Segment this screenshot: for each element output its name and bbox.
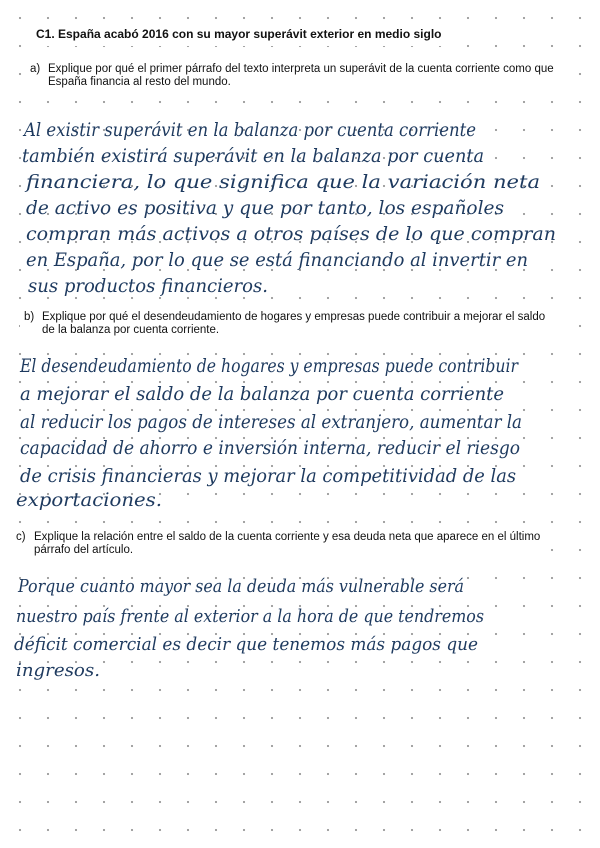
question-text: Explique la relación entre el saldo de la cuenta corriente y esa deuda neta que aparece en el último párrafo del artículo. <box>34 531 541 556</box>
answer-line: ingresos. <box>16 660 100 681</box>
answer-line: en España, por lo que se está financiando al invertir en <box>26 249 528 271</box>
answer-a-handwriting <box>0 112 600 302</box>
question-c <box>12 530 548 559</box>
answer-line: al reducir los pagos de intereses al extranjero, aumentar la <box>20 411 522 433</box>
question-a <box>26 62 562 91</box>
answer-line: exportaciones. <box>16 489 162 511</box>
answer-line: compran más activos a otros países de lo que compran <box>26 223 556 245</box>
answer-line: capacidad de ahorro e inversión interna, reducir el riesgo <box>20 437 520 459</box>
answer-line: a mejorar el saldo de la balanza por cuenta corriente <box>20 383 504 405</box>
answer-line: también existirá superávit en la balanza por cuenta <box>22 145 484 167</box>
answer-c-handwriting <box>0 570 600 690</box>
answer-line: déficit comercial es decir que tenemos más pagos que <box>14 634 478 655</box>
answer-line: sus productos financieros. <box>28 275 268 297</box>
question-letter: b) <box>24 311 35 323</box>
answer-b-handwriting <box>0 348 600 514</box>
question-text: Explique por qué el primer párrafo del texto interpreta un superávit de la cuenta corriente como que España financia al resto del mundo. <box>48 63 554 88</box>
question-b <box>20 310 558 339</box>
answer-line: de crisis financieras y mejorar la competitividad de las <box>20 465 517 487</box>
question-letter: c) <box>16 531 26 543</box>
question-text: Explique por qué el desendeudamiento de hogares y empresas puede contribuir a mejorar el saldo de la balanza por cuenta corriente. <box>42 311 546 336</box>
exercise-title: C1. España acabó 2016 con su mayor superávit exterior en medio siglo <box>30 22 466 46</box>
answer-line: financiera, lo que significa que la variación neta <box>23 171 540 193</box>
answer-line: El desendeudamiento de hogares y empresas puede contribuir <box>19 355 520 377</box>
answer-line: Porque cuanto mayor sea la deuda más vulnerable será <box>17 576 464 597</box>
question-letter: a) <box>30 63 41 75</box>
answer-line: Al existir superávit en la balanza por cuenta corriente <box>22 119 477 141</box>
answer-line: nuestro país frente al exterior a la hora de que tendremos <box>16 606 484 627</box>
answer-line: de activo es positiva y que por tanto, los españoles <box>26 197 505 219</box>
